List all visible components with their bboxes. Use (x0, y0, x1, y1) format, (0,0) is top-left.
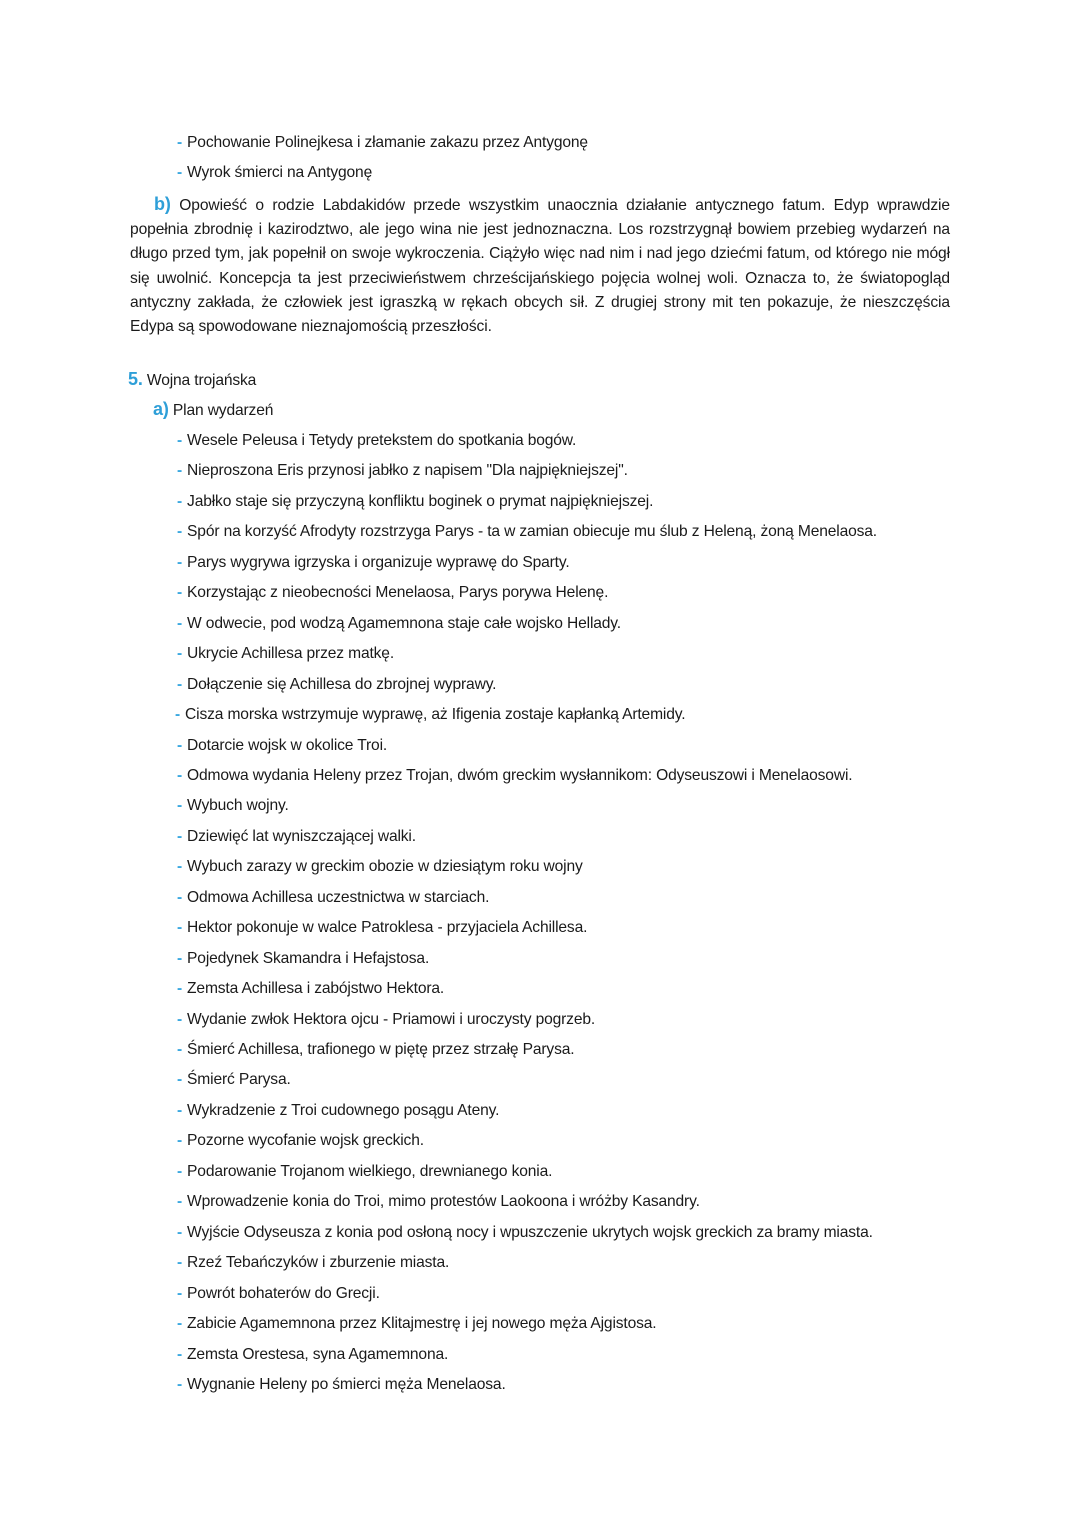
bullet-dash: - (177, 1224, 183, 1241)
bullet-dash: - (177, 523, 183, 540)
bullet-dash: - (177, 919, 183, 936)
list-item-text: Wybuch wojny. (187, 797, 289, 814)
list-item-text: Rzeź Tebańczyków i zburzenie miasta. (187, 1254, 450, 1271)
bullet-dash: - (177, 645, 183, 662)
list-item-text: Wyjście Odyseusza z konia pod osłoną nocy i wpuszczenie ukrytych wojsk greckich za bramy miasta. (187, 1224, 873, 1241)
list-item-text: Dołączenie się Achillesa do zbrojnej wyprawy. (187, 676, 497, 693)
list-item-text: Wykradzenie z Troi cudownego posągu Ateny. (187, 1102, 500, 1119)
list-item-text: Zemsta Orestesa, syna Agamemnona. (187, 1346, 449, 1363)
list-item-text: Wesele Peleusa i Tetydy pretekstem do spotkania bogów. (187, 432, 577, 449)
list-item (177, 1284, 380, 1304)
subsection-heading (153, 399, 273, 421)
list-item (177, 1162, 552, 1182)
list-item (177, 949, 429, 969)
list-item-text: Odmowa Achillesa uczestnictwa w starciach. (187, 889, 490, 906)
section-marker-b: b) (154, 194, 171, 214)
list-item (177, 827, 416, 847)
bullet-dash: - (177, 493, 183, 510)
list-item-text: Parys wygrywa igrzyska i organizuje wyprawę do Sparty. (187, 554, 570, 571)
list-item-text: Podarowanie Trojanom wielkiego, drewnianego konia. (187, 1163, 553, 1180)
list-item (177, 492, 653, 512)
list-item-text: Korzystając z nieobecności Menelaosa, Parys porywa Helenę. (187, 584, 609, 601)
list-item (177, 163, 372, 183)
list-item (177, 1040, 574, 1060)
list-item-text: W odwecie, pod wodzą Agamemnona staje całe wojsko Hellady. (187, 615, 621, 632)
list-item-text: Pojedynek Skamandra i Hefajstosa. (187, 950, 430, 967)
list-item-text: Jabłko staje się przyczyną konfliktu boginek o prymat najpiękniejszej. (187, 493, 654, 510)
bullet-dash: - (177, 797, 183, 814)
list-item-text: Powrót bohaterów do Grecji. (187, 1285, 380, 1302)
list-item-text: Odmowa wydania Heleny przez Trojan, dwóm greckim wysłannikom: Odyseuszowi i Menelaosowi. (187, 767, 853, 784)
paragraph-text: Opowieść o rodzie Labdakidów przede wszystkim unaocznia działanie antycznego fatum. Edyp wprawdzie popełnia zbrodnię i kazirodztwo, ale jego wina nie jest jednoznaczna. Los rozstrzygnął bowiem przebieg wydarzeń na długo przed tym, jak popełnił on swoje wykroczenia. Ciążyło więc nad nim i nad jego dziećmi fatum, od którego nie mógł się uwolnić. Koncepcja ta jest przeciwieństwem chrześcijańskiego pojęcia wolnej woli. Oznacza to, że światopogląd antyczny zakłada, że człowiek jest igraszką w rękach obcych sił. Z drugiej strony mit ten pokazuje, że nieszczęścia Edypa są spowodowane nieznajomością przeszłości. (130, 197, 950, 336)
bullet-dash: - (177, 462, 183, 479)
bullet-dash: - (177, 828, 183, 845)
bullet-dash: - (177, 1102, 183, 1119)
list-item (177, 1253, 449, 1273)
bullet-dash: - (177, 767, 183, 784)
list-item-text: Zemsta Achillesa i zabójstwo Hektora. (187, 980, 445, 997)
list-item-text: Wyrok śmierci na Antygonę (187, 164, 373, 181)
list-item (177, 675, 496, 695)
list-item-text: Wygnanie Heleny po śmierci męża Menelaosa. (187, 1376, 506, 1393)
bullet-dash: - (177, 1346, 183, 1363)
list-item (177, 133, 588, 153)
bullet-dash: - (177, 889, 183, 906)
list-item-text: Pozorne wycofanie wojsk greckich. (187, 1132, 424, 1149)
list-item (177, 1223, 873, 1243)
list-item-text: Dotarcie wojsk w okolice Troi. (187, 737, 388, 754)
list-item (177, 1131, 424, 1151)
list-item (177, 1345, 448, 1365)
bullet-dash: - (177, 134, 183, 151)
bullet-dash: - (177, 1041, 183, 1058)
section-heading (128, 369, 256, 391)
list-item-text: Wydanie zwłok Hektora ojcu - Priamowi i uroczysty pogrzeb. (187, 1011, 596, 1028)
bullet-dash: - (177, 980, 183, 997)
bullet-dash: - (177, 554, 183, 571)
list-item-text: Wybuch zarazy w greckim obozie w dziesiątym roku wojny (187, 858, 583, 875)
bullet-dash: - (177, 1011, 183, 1028)
list-item-text: Cisza morska wstrzymuje wyprawę, aż Ifigenia zostaje kapłanką Artemidy. (185, 706, 686, 723)
list-item (177, 857, 583, 877)
list-item (177, 644, 394, 664)
list-item (175, 705, 685, 725)
section-number: 5. (128, 369, 143, 389)
list-item (177, 583, 608, 603)
list-item-text: Nieproszona Eris przynosi jabłko z napisem "Dla najpiękniejszej". (187, 462, 628, 479)
bullet-dash: - (177, 1254, 183, 1271)
list-item (177, 431, 576, 451)
bullet-dash: - (177, 1376, 183, 1393)
list-item-text: Pochowanie Polinejkesa i złamanie zakazu przez Antygonę (187, 134, 588, 151)
list-item-text: Hektor pokonuje w walce Patroklesa - przyjaciela Achillesa. (187, 919, 588, 936)
list-item (177, 1101, 499, 1121)
list-item (177, 1314, 656, 1334)
bullet-dash: - (177, 1315, 183, 1332)
paragraph-b (130, 192, 950, 339)
list-item-text: Dziewięć lat wyniszczającej walki. (187, 828, 416, 845)
list-item (177, 522, 877, 542)
subsection-marker: a) (153, 399, 169, 419)
list-item (177, 1375, 506, 1395)
list-item (177, 888, 489, 908)
list-item-text: Zabicie Agamemnona przez Klitajmestrę i jej nowego męża Ajgistosa. (187, 1315, 657, 1332)
list-item (177, 736, 387, 756)
list-item (177, 1010, 595, 1030)
bullet-dash: - (177, 676, 183, 693)
list-item-text: Spór na korzyść Afrodyty rozstrzyga Parys - ta w zamian obiecuje mu ślub z Heleną, żoną Menelaosa. (187, 523, 877, 540)
list-item (177, 614, 621, 634)
list-item (177, 553, 570, 573)
bullet-dash: - (177, 432, 183, 449)
section-title: Wojna trojańska (146, 372, 257, 389)
list-item (177, 1070, 291, 1090)
bullet-dash: - (175, 706, 181, 723)
bullet-dash: - (177, 1193, 183, 1210)
list-item (177, 979, 444, 999)
list-item-text: Wprowadzenie konia do Troi, mimo protestów Laokoona i wróżby Kasandry. (187, 1193, 700, 1210)
bullet-dash: - (177, 1285, 183, 1302)
bullet-dash: - (177, 615, 183, 632)
bullet-dash: - (177, 737, 183, 754)
list-item (177, 461, 628, 481)
list-item-text: Śmierć Achillesa, trafionego w piętę przez strzałę Parysa. (187, 1041, 575, 1058)
list-item (177, 918, 587, 938)
bullet-dash: - (177, 858, 183, 875)
bullet-dash: - (177, 1132, 183, 1149)
list-item-text: Śmierć Parysa. (187, 1071, 291, 1088)
list-item (177, 766, 852, 786)
list-item (177, 796, 289, 816)
bullet-dash: - (177, 1163, 183, 1180)
bullet-dash: - (177, 1071, 183, 1088)
bullet-dash: - (177, 164, 183, 181)
bullet-dash: - (177, 950, 183, 967)
list-item (177, 1192, 700, 1212)
subsection-title: Plan wydarzeń (172, 402, 274, 419)
bullet-dash: - (177, 584, 183, 601)
list-item-text: Ukrycie Achillesa przez matkę. (187, 645, 394, 662)
